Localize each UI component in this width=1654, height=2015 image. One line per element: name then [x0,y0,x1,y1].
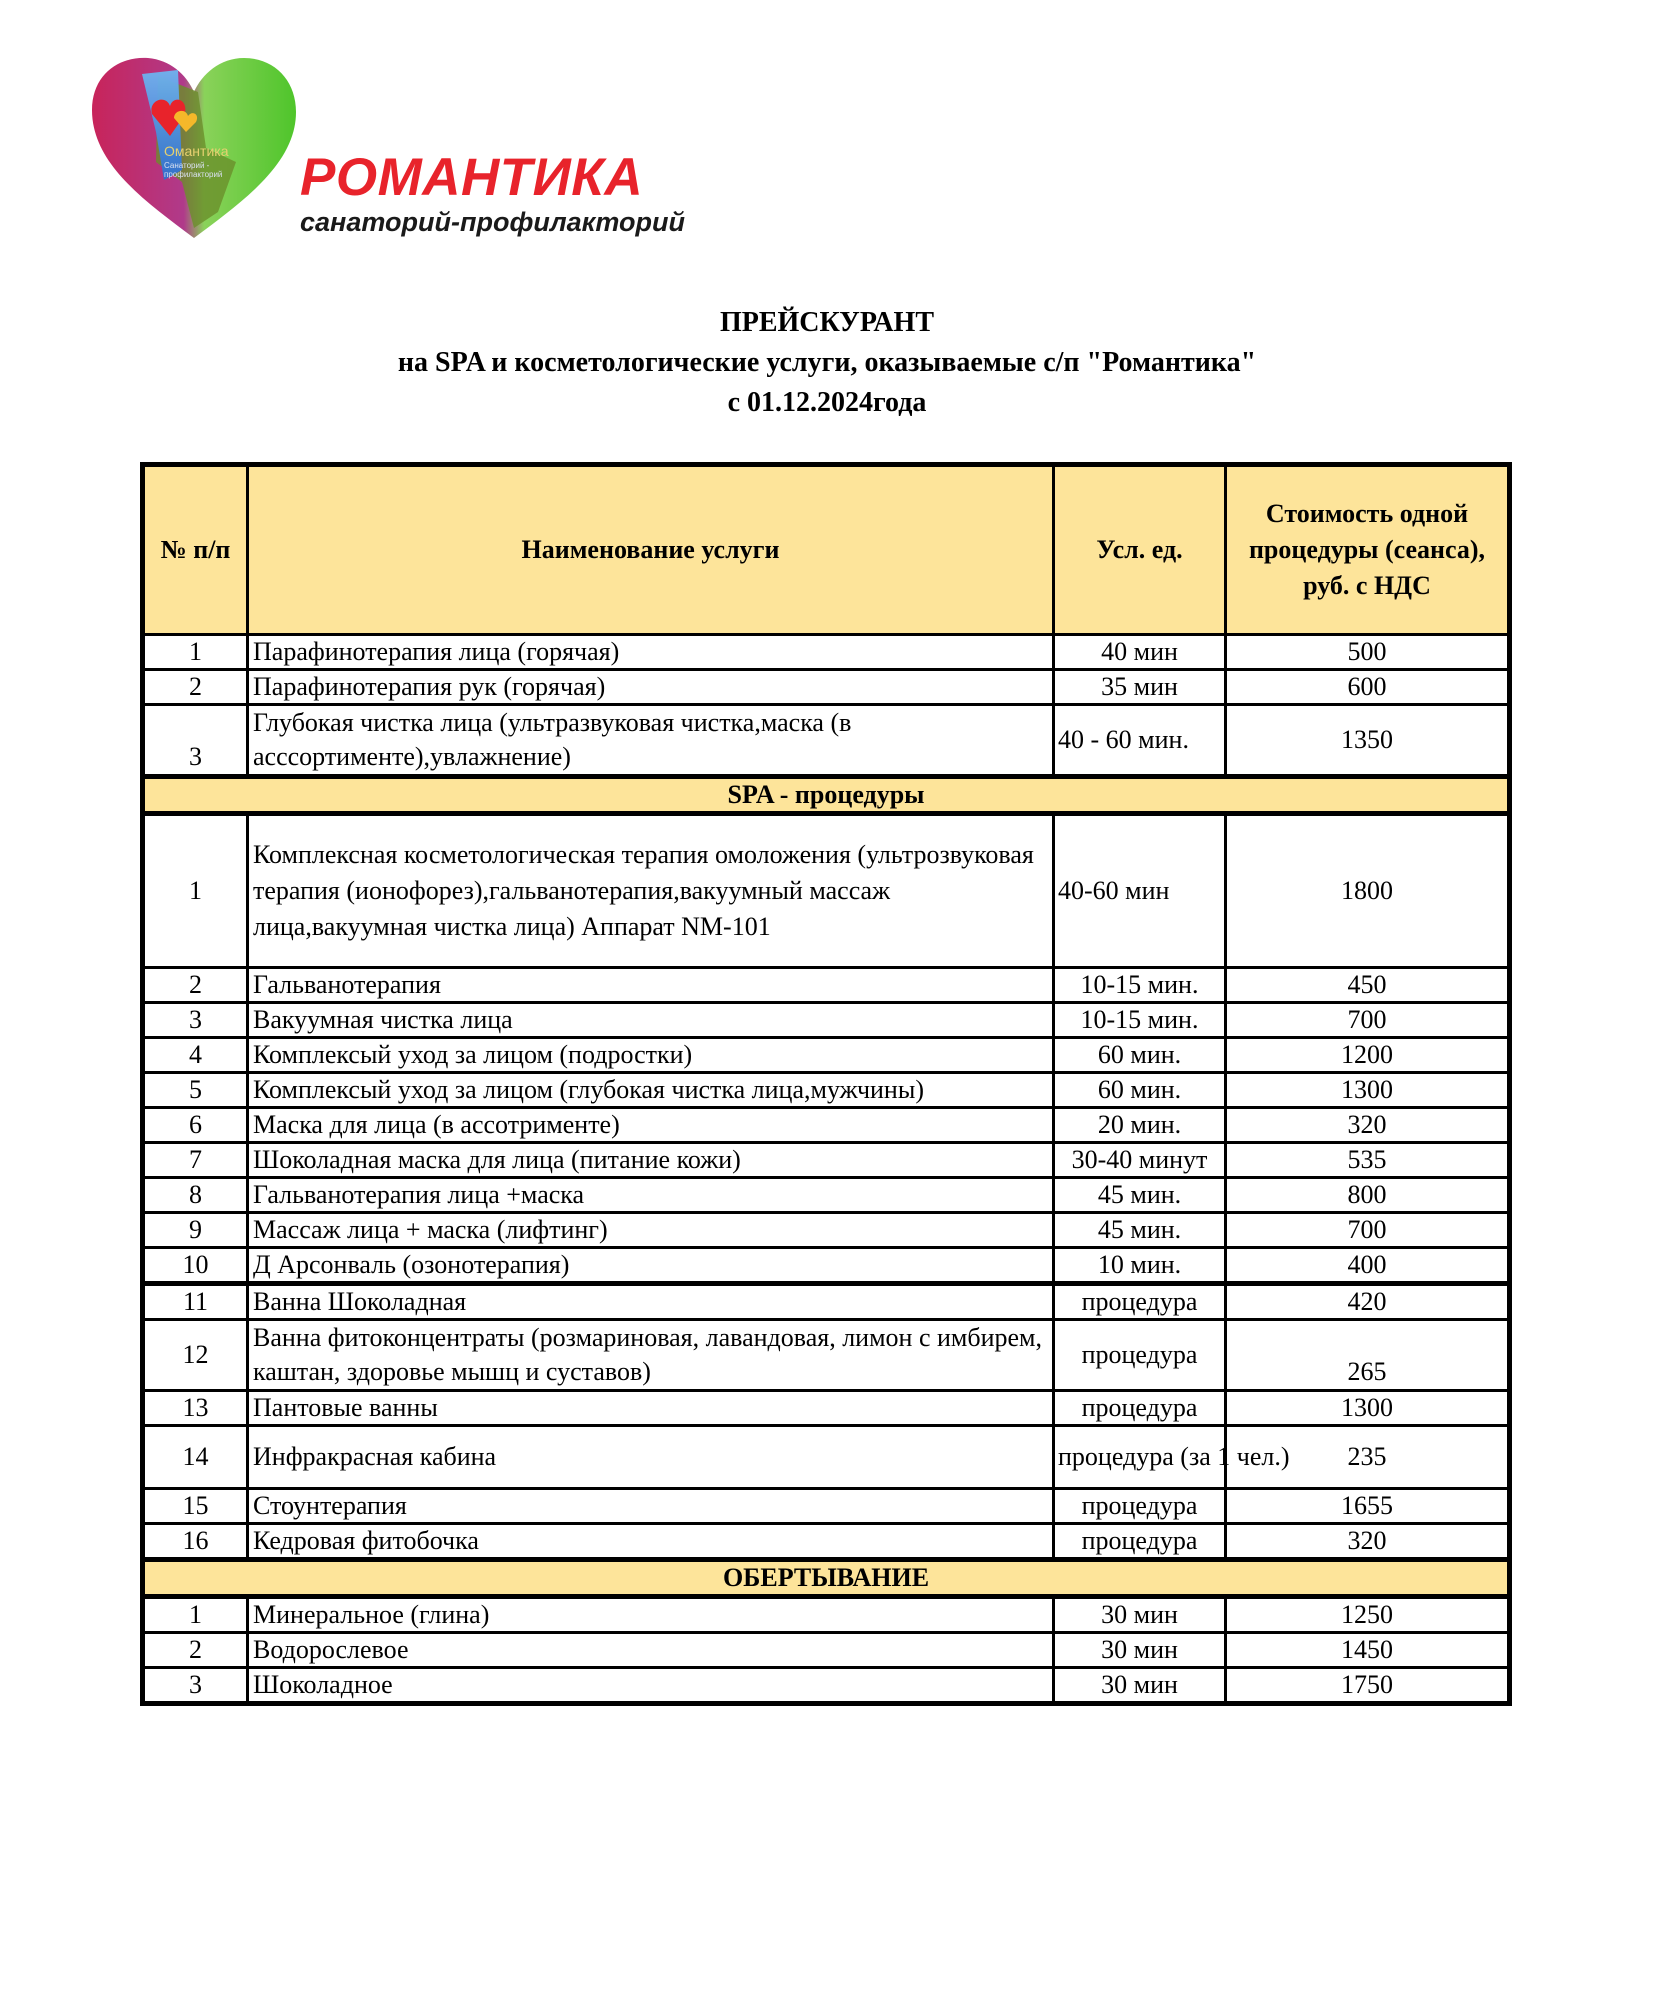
cell-price: 1300 [1226,1073,1510,1108]
header-price [1226,465,1510,635]
cell-num: 14 [143,1426,248,1489]
header-num: № п/п [143,465,248,635]
cell-num: 2 [143,968,248,1003]
cell-unit: 30 мин [1054,1668,1226,1704]
table-row [143,1320,1510,1391]
cell-num: 3 [143,705,248,777]
cell-price: 1300 [1226,1391,1510,1426]
cell-unit: процедура (за 1 чел.) [1054,1426,1226,1489]
cell-unit: 40 мин [1054,635,1226,670]
cell-price: 700 [1226,1003,1510,1038]
cell-name: Маска для лица (в ассотрименте) [248,1108,1054,1143]
cell-price: 500 [1226,635,1510,670]
table-row [143,1284,1510,1320]
cell-name: Инфракрасная кабина [248,1426,1054,1489]
section-heading-row [143,777,1510,814]
cell-price: 320 [1226,1524,1510,1560]
table-row [143,1178,1510,1213]
cell-name: Пантовые ванны [248,1391,1054,1426]
cell-num: 1 [143,635,248,670]
brand-name: РОМАНТИКА [300,148,644,207]
cell-num: 9 [143,1213,248,1248]
cell-price: 1655 [1226,1489,1510,1524]
cell-num: 12 [143,1320,248,1391]
cell-name: Комплексый уход за лицом (подростки) [248,1038,1054,1073]
cell-num: 6 [143,1108,248,1143]
table-row [143,1668,1510,1704]
cell-name: Ванна Шоколадная [248,1284,1054,1320]
document-subtitle: на SPA и косметологические услуги, оказываемые с/п "Романтика" [397,347,1257,378]
price-list-table [140,462,1512,1706]
cell-num: 16 [143,1524,248,1560]
table-row [143,705,1510,777]
cell-num: 2 [143,1633,248,1668]
cell-price: 800 [1226,1178,1510,1213]
table-row [143,1426,1510,1489]
table-row [143,1003,1510,1038]
cell-num: 1 [143,1597,248,1633]
header-price-line: руб. с НДС [1303,571,1431,600]
logo-text: Санаторий - [164,161,210,170]
cell-name: Массаж лица + маска (лифтинг) [248,1213,1054,1248]
document-title-block [0,303,1654,423]
cell-price: 700 [1226,1213,1510,1248]
cell-price: 1750 [1226,1668,1510,1704]
cell-name: Шоколадное [248,1668,1054,1704]
table-row [143,1248,1510,1284]
cell-num: 4 [143,1038,248,1073]
cell-unit: процедура [1054,1284,1226,1320]
cell-name: Ванна фитоконцентраты (розмариновая, лавандовая, лимон с имбирем, каштан, здоровье мышц и суставов) [248,1320,1054,1391]
cell-unit: процедура [1054,1320,1226,1391]
cell-num: 8 [143,1178,248,1213]
logo-text: профилакторий [164,170,223,179]
cell-name: Стоунтерапия [248,1489,1054,1524]
logo-text: Омантика [164,143,229,159]
cell-name: Водорослевое [248,1633,1054,1668]
cell-name: Кедровая фитобочка [248,1524,1054,1560]
table-row [143,1391,1510,1426]
brand-subtitle: санаторий-профилакторий [300,207,685,237]
table-row [143,1597,1510,1633]
cell-unit: 35 мин [1054,670,1226,705]
table-row [143,670,1510,705]
header-name: Наименование услуги [248,465,1054,635]
cell-unit: процедура [1054,1391,1226,1426]
cell-name: Вакуумная чистка лица [248,1003,1054,1038]
cell-unit: 10 мин. [1054,1248,1226,1284]
table-row [143,1489,1510,1524]
table-row [143,1524,1510,1560]
cell-unit: 10-15 мин. [1054,1003,1226,1038]
cell-price: 600 [1226,670,1510,705]
header-unit: Усл. ед. [1054,465,1226,635]
cell-unit: 30-40 минут [1054,1143,1226,1178]
cell-num: 13 [143,1391,248,1426]
table-row [143,1108,1510,1143]
cell-unit: 20 мин. [1054,1108,1226,1143]
header-price-line: Стоимость одной [1265,499,1469,528]
cell-num: 7 [143,1143,248,1178]
cell-price: 1800 [1226,814,1510,968]
cell-price: 420 [1226,1284,1510,1320]
section-heading: SPA - процедуры [143,777,1510,814]
cell-price: 320 [1226,1108,1510,1143]
cell-unit: 30 мин [1054,1597,1226,1633]
cell-num: 2 [143,670,248,705]
cell-unit: 60 мин. [1054,1038,1226,1073]
cell-price: 535 [1226,1143,1510,1178]
cell-price: 1250 [1226,1597,1510,1633]
header-price-line: процедуры (сеанса), [1248,535,1486,564]
cell-name: Комплексый уход за лицом (глубокая чистка лица,мужчины) [248,1073,1054,1108]
cell-name: Шоколадная маска для лица (питание кожи) [248,1143,1054,1178]
document-date: с 01.12.2024года [727,387,927,418]
cell-unit: 45 мин. [1054,1213,1226,1248]
cell-name: Комплексная косметологическая терапия омоложения (ультрозвуковая терапия (ионофорез),гальванотерапия,вакуумный массаж лица,вакуумная чистка лица) Аппарат NM-101 [248,814,1054,968]
table-row [143,635,1510,670]
document-title: ПРЕЙСКУРАНТ [719,307,935,338]
table-row [143,1143,1510,1178]
cell-num: 1 [143,814,248,968]
cell-num: 5 [143,1073,248,1108]
cell-unit: 45 мин. [1054,1178,1226,1213]
cell-name: Минеральное (глина) [248,1597,1054,1633]
cell-num: 15 [143,1489,248,1524]
cell-name: Гальванотерапия [248,968,1054,1003]
cell-price: 235 [1226,1426,1510,1489]
cell-name: Парафинотерапия рук (горячая) [248,670,1054,705]
cell-price: 400 [1226,1248,1510,1284]
table-row [143,968,1510,1003]
cell-unit: 40-60 мин [1054,814,1226,968]
cell-name: Д Арсонваль (озонотерапия) [248,1248,1054,1284]
cell-num: 11 [143,1284,248,1320]
table-row [143,1073,1510,1108]
cell-num: 3 [143,1668,248,1704]
cell-price: 1450 [1226,1633,1510,1668]
cell-price: 1350 [1226,705,1510,777]
cell-num: 10 [143,1248,248,1284]
cell-unit: 10-15 мин. [1054,968,1226,1003]
section-heading-row [143,1560,1510,1597]
cell-unit: 60 мин. [1054,1073,1226,1108]
cell-price: 265 [1226,1320,1510,1391]
cell-unit: процедура [1054,1489,1226,1524]
table-row [143,1038,1510,1073]
cell-unit: 40 - 60 мин. [1054,705,1226,777]
table-row [143,1213,1510,1248]
section-heading: ОБЕРТЫВАНИЕ [143,1560,1510,1597]
cell-price: 1200 [1226,1038,1510,1073]
cell-unit: 30 мин [1054,1633,1226,1668]
cell-name: Парафинотерапия лица (горячая) [248,635,1054,670]
cell-name: Гальванотерапия лица +маска [248,1178,1054,1213]
table-header-row [143,465,1510,635]
table-row [143,1633,1510,1668]
table-row [143,814,1510,968]
cell-name: Глубокая чистка лица (ультразвуковая чистка,маска (в асссортименте),увлажнение) [248,705,1054,777]
sanatorium-logo-heart-icon [86,52,302,242]
table-body [143,635,1510,1704]
cell-num: 3 [143,1003,248,1038]
cell-price: 450 [1226,968,1510,1003]
cell-unit: процедура [1054,1524,1226,1560]
